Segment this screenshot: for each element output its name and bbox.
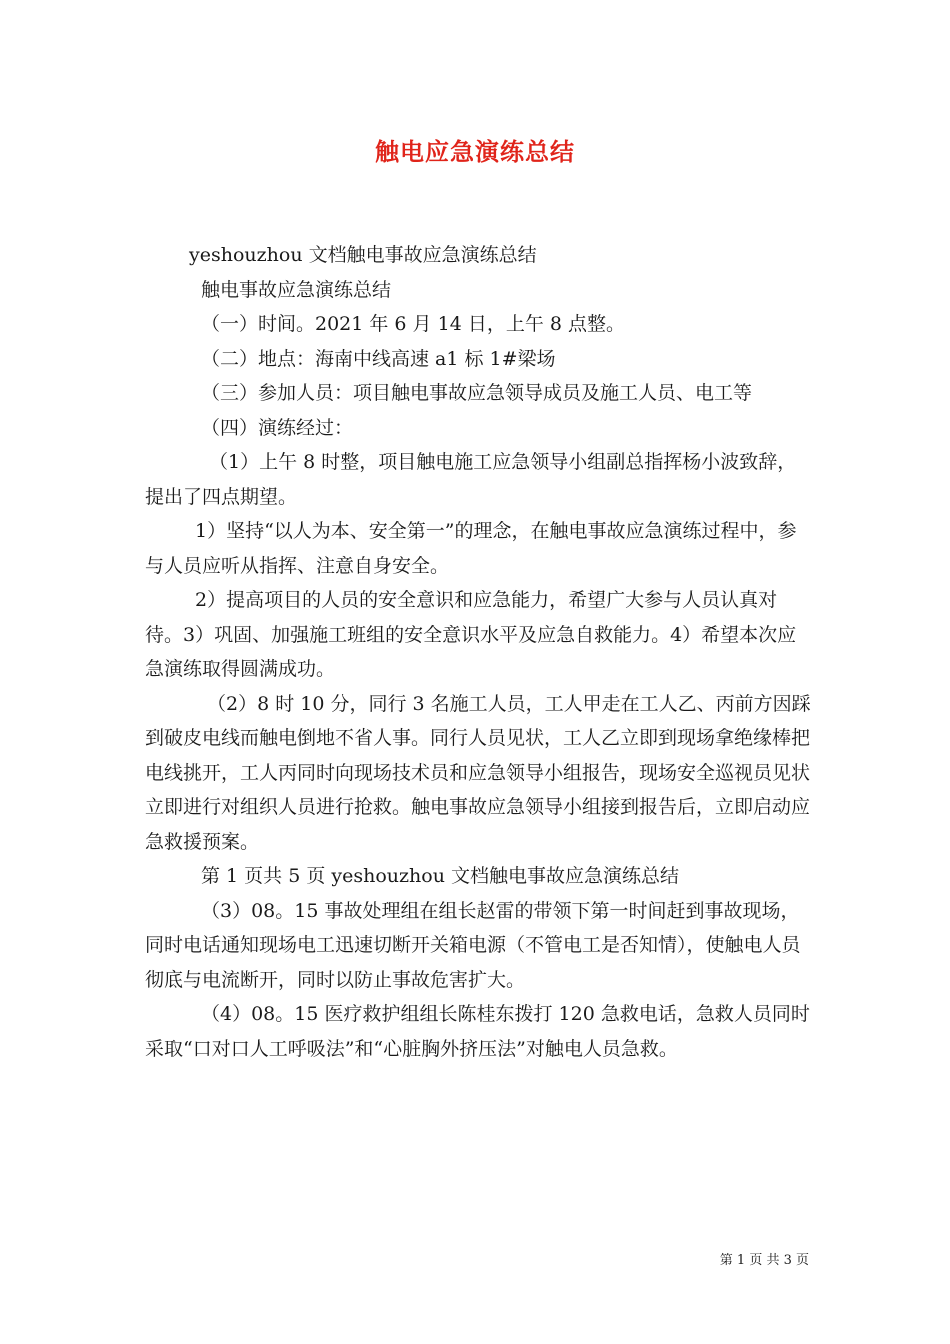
paragraph: （3）08。15 事故处理组在组长赵雷的带领下第一时间赶到事故现场，同时电话通知现场电工迅速切断开关箱电源（不管电工是否知情），使触电人员彻底与电流断开，同时以防止事故危害扩大。 bbox=[145, 899, 801, 991]
paragraph: （三）参加人员：项目触电事故应急领导成员及施工人员、电工等 bbox=[201, 382, 753, 404]
paragraph: 触电事故应急演练总结 bbox=[201, 278, 392, 301]
paragraph: 2）提高项目的人员的安全意识和应急能力，希望广大参与人员认真对待。3）巩固、加强施工班组的安全意识水平及应急自救能力。4）希望本次应急演练取得圆满成功。 bbox=[145, 589, 797, 680]
paragraph: （四）演练经过： bbox=[201, 416, 354, 439]
paragraph: （4）08。15 医疗救护组组长陈桂东拨打 120 急救电话，急救人员同时采取“口对口人工呼吸法”和“心脏胸外挤压法”对触电人员急救。 bbox=[145, 1003, 810, 1060]
page-number-footer: 第 1 页 共 3 页 bbox=[719, 1253, 809, 1268]
paragraph: 1）坚持“以人为本、安全第一”的理念，在触电事故应急演练过程中，参与人员应听从指挥、注意自身安全。 bbox=[145, 520, 797, 577]
document-body bbox=[145, 238, 813, 1066]
document-title: 触电应急演练总结 bbox=[375, 137, 575, 166]
paragraph: （2）8 时 10 分，同行 3 名施工人员，工人甲走在工人乙、丙前方因踩到破皮电线而触电倒地不省人事。同行人员见状，工人乙立即到现场拿绝缘棒把电线挑开，工人丙同时向现场技术员和应急领导小组报告，现场安全巡视员见状立即进行对组织人员进行抢救。触电事故应急领导小组接到报告后，立即启动应急救援预案。 bbox=[145, 692, 811, 853]
paragraph: 第 1 页共 5 页 yeshouzhou 文档触电事故应急演练总结 bbox=[201, 865, 679, 887]
paragraph: （二）地点：海南中线高速 a1 标 1#梁场 bbox=[201, 347, 556, 370]
paragraph: yeshouzhou 文档触电事故应急演练总结 bbox=[189, 244, 537, 266]
paragraph: （1）上午 8 时整，项目触电施工应急领导小组副总指挥杨小波致辞，提出了四点期望。 bbox=[145, 451, 797, 508]
paragraph: （一）时间。2021 年 6 月 14 日，上午 8 点整。 bbox=[201, 313, 625, 335]
